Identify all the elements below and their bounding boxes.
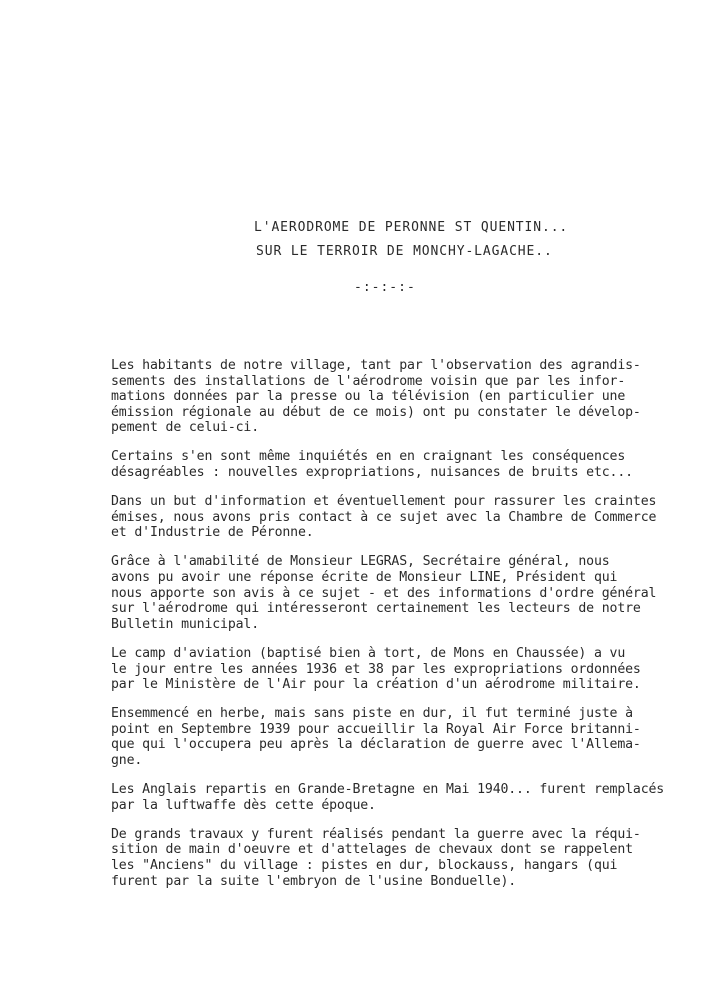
text-line: Dans un but d'information et éventuellement pour rassurer les craintes bbox=[111, 494, 657, 510]
text-line: De grands travaux y furent réalisés pendant la guerre avec la réqui- bbox=[111, 826, 641, 842]
text-line: Ensemmencé en herbe, mais sans piste en dur, il fut terminé juste à bbox=[111, 706, 633, 722]
text-line: Les Anglais repartis en Grande-Bretagne en Mai 1940... furent remplacés bbox=[111, 782, 665, 798]
text-line: sition de main d'oeuvre et d'attelages de chevaux dont se rappelent bbox=[111, 842, 633, 858]
text-line: émission régionale au début de ce mois) ont pu constater le dévelop- bbox=[111, 404, 641, 420]
paragraph bbox=[111, 449, 711, 480]
text-line: Le camp d'aviation (baptisé bien à tort, de Mons en Chaussée) a vu bbox=[111, 645, 626, 661]
text-line: Bulletin municipal. bbox=[111, 616, 260, 632]
paragraph bbox=[111, 706, 711, 768]
paragraph bbox=[111, 554, 711, 632]
document-title bbox=[254, 216, 574, 264]
text-line: point en Septembre 1939 pour accueillir la Royal Air Force britanni- bbox=[111, 721, 641, 737]
text-line: sur l'aérodrome qui intéresseront certainement les lecteurs de notre bbox=[111, 601, 641, 617]
paragraph bbox=[111, 782, 711, 813]
text-line: avons pu avoir une réponse écrite de Monsieur LINE, Président qui bbox=[111, 570, 618, 586]
text-line: émises, nous avons pris contact à ce sujet avec la Chambre de Commerce bbox=[111, 509, 657, 525]
text-line: le jour entre les années 1936 et 38 par les expropriations ordonnées bbox=[111, 661, 641, 677]
text-line: Certains s'en sont même inquiétés en en craignant les conséquences bbox=[111, 449, 626, 465]
text-line: gne. bbox=[111, 752, 143, 768]
paragraph bbox=[111, 827, 711, 889]
title-line-2: SUR LE TERROIR DE MONCHY-LAGACHE.. bbox=[256, 244, 553, 259]
text-line: Les habitants de notre village, tant par l'observation des agrandis- bbox=[111, 358, 641, 373]
text-line: et d'Industrie de Péronne. bbox=[111, 525, 314, 541]
document-body bbox=[111, 358, 711, 903]
text-line: nous apporte son avis à ce sujet - et des informations d'ordre général bbox=[111, 585, 657, 601]
text-line: par le Ministère de l'Air pour la création d'un aérodrome militaire. bbox=[111, 677, 641, 693]
text-line: pement de celui-ci. bbox=[111, 420, 260, 436]
text-line: par la luftwaffe dès cette époque. bbox=[111, 797, 376, 813]
text-line: furent par la suite l'embryon de l'usine Bonduelle). bbox=[111, 873, 517, 889]
text-line: les "Anciens" du village : pistes en dur, blockauss, hangars (qui bbox=[111, 857, 618, 873]
text-line: sements des installations de l'aérodrome voisin que par les infor- bbox=[111, 373, 626, 389]
text-line: mations données par la presse ou la télévision (en particulier une bbox=[111, 389, 626, 405]
paragraph bbox=[111, 358, 711, 436]
paragraph bbox=[111, 494, 711, 541]
text-line: désagréables : nouvelles expropriations, nuisances de bruits etc... bbox=[111, 465, 633, 481]
text-line: que qui l'occupera peu après la déclaration de guerre avec l'Allema- bbox=[111, 737, 641, 753]
paragraph bbox=[111, 646, 711, 693]
title-line-1: L'AERODROME DE PERONNE ST QUENTIN... bbox=[254, 220, 569, 235]
text-line: Grâce à l'amabilité de Monsieur LEGRAS, Secrétaire général, nous bbox=[111, 554, 610, 570]
title-separator: -:-:-:- bbox=[354, 280, 416, 295]
